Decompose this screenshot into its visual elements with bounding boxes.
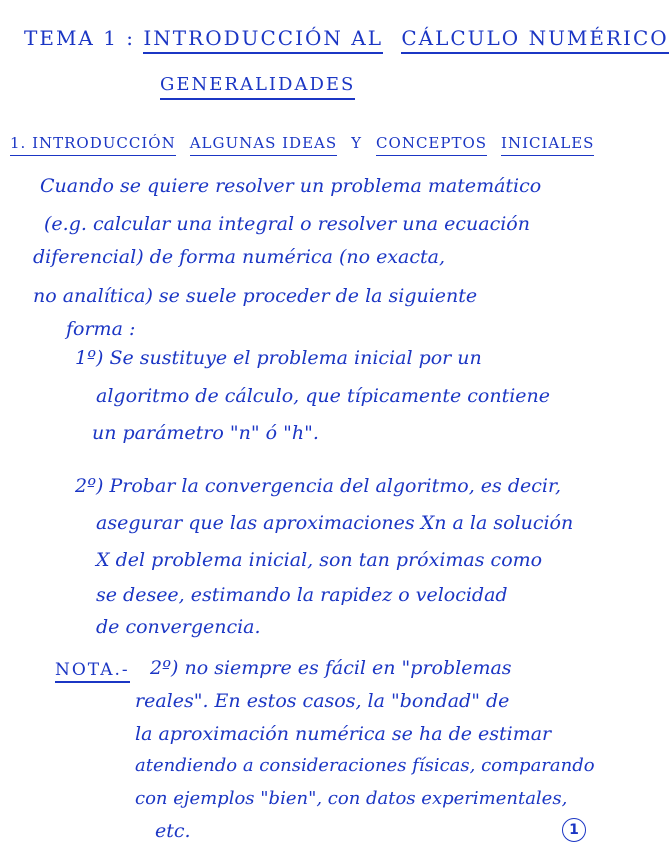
step2-line: se desee, estimando la rapidez o velocidad: [96, 584, 508, 606]
section-title-part3: CONCEPTOS: [376, 134, 487, 156]
section-connector: Y: [351, 134, 363, 152]
section-number-title: 1. INTRODUCCIÓN: [10, 134, 176, 156]
step2-line: de convergencia.: [96, 616, 261, 638]
section-title-part4: INICIALES: [501, 134, 594, 156]
topic-number: TEMA 1 :: [24, 26, 136, 50]
step1-line: algoritmo de cálculo, que típicamente contiene: [96, 385, 551, 407]
intro-line: Cuando se quiere resolver un problema matemático: [40, 175, 542, 197]
intro-line: diferencial) de forma numérica (no exacta,: [33, 246, 445, 268]
note-line: atendiendo a consideraciones físicas, comparando: [135, 755, 595, 776]
note-line: reales". En estos casos, la "bondad" de: [135, 690, 510, 712]
page-title: [24, 26, 669, 50]
note-line: 2º) no siempre es fácil en "problemas: [150, 657, 512, 679]
intro-line: (e.g. calcular una integral o resolver una ecuación: [44, 213, 530, 235]
note-line: etc.: [155, 820, 191, 842]
step1-line: 1º) Se sustituye el problema inicial por un: [75, 347, 482, 369]
page-number-badge: 1: [562, 818, 586, 842]
note-label: NOTA.-: [55, 660, 130, 683]
note-line: la aproximación numérica se ha de estimar: [135, 723, 552, 745]
note-line: con ejemplos "bien", con datos experimentales,: [135, 788, 568, 809]
intro-line: forma :: [66, 318, 136, 340]
step2-line: X del problema inicial, son tan próximas como: [96, 549, 543, 571]
title-part1: INTRODUCCIÓN AL: [143, 26, 383, 54]
step2-line: 2º) Probar la convergencia del algoritmo, es decir,: [75, 475, 561, 497]
step1-line: un parámetro "n" ó "h".: [92, 422, 319, 444]
title-part2: CÁLCULO NUMÉRICO: [401, 26, 668, 54]
step2-line: asegurar que las aproximaciones Xn a la solución: [96, 512, 574, 534]
intro-line: no analítica) se suele proceder de la siguiente: [33, 285, 478, 307]
section-title-part2: ALGUNAS IDEAS: [190, 134, 337, 156]
page-subtitle: GENERALIDADES: [160, 74, 355, 100]
section-heading: [10, 134, 594, 152]
